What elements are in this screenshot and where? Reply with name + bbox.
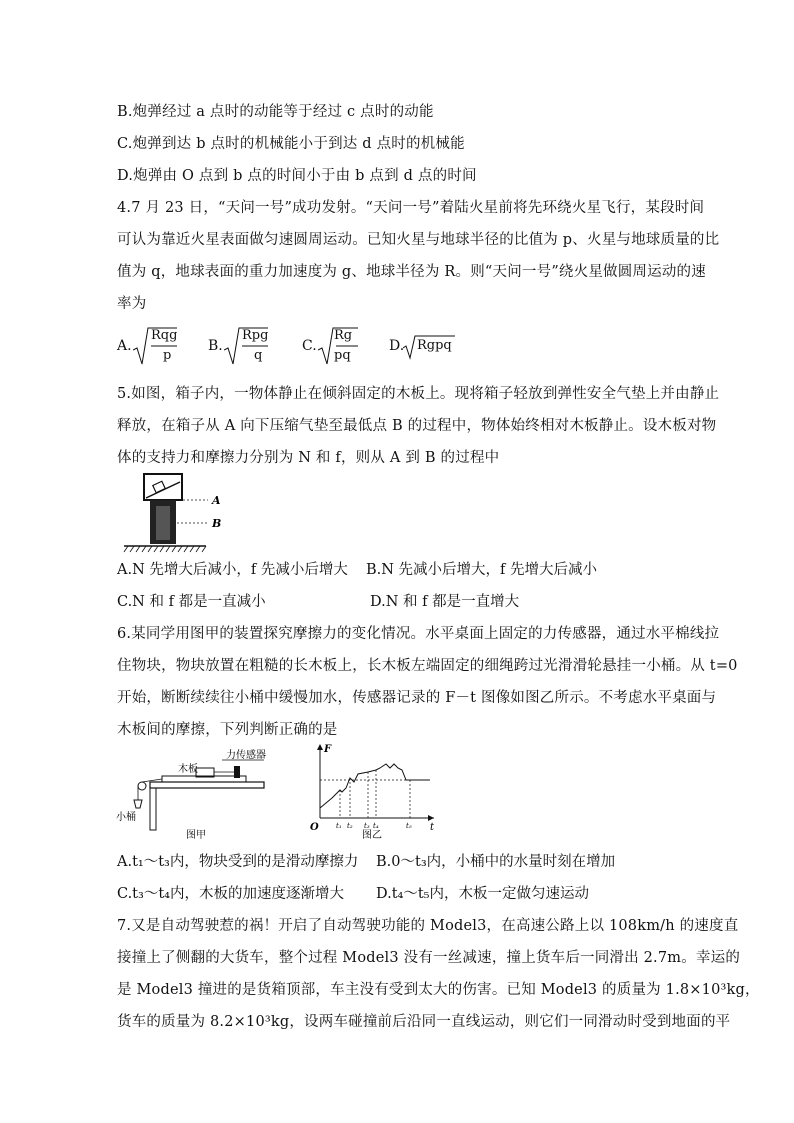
q5-option-c: C.N 和 f 都是一直减小 [117, 594, 266, 610]
q5-line-3: 体的支持力和摩擦力分别为 N 和 f，则从 A 到 B 的过程中 [117, 450, 500, 466]
q3-option-b: B.炮弹经过 a 点时的动能等于经过 c 点时的动能 [117, 104, 434, 120]
q6-line-3: 开始，断断续续往小桶中缓慢加水，传感器记录的 F－t 图像如图乙所示。不考虑水平桌面与 [117, 690, 717, 706]
q7-line-2: 接撞上了侧翻的大货车，整个过程 Model3 没有一丝减速，撞上货车后一同滑出 2.7m。幸运的 [117, 950, 741, 966]
q4-line-1: 4.7 月 23 日，“天问一号”成功发射。“天问一号”着陆火星前将先环绕火星飞行，某段时间 [117, 200, 705, 216]
q4-option-c-label: C. [302, 338, 317, 354]
q6-origin: O [310, 822, 319, 833]
q5-line-1: 5.如图，箱子内，一物体静止在倾斜固定的木板上。现将箱子轻放到弹性安全气垫上并由静止 [117, 386, 720, 402]
q6-axis-t: t [430, 822, 435, 833]
q6-jia-caption: 图甲 [186, 830, 206, 841]
q6-figure-yi [306, 742, 440, 842]
q6-option-a: A.t₁～t₃内，物块受到的是滑动摩擦力 [117, 854, 359, 870]
q6-option-d: D.t₄～t₅内，木板一定做匀速运动 [376, 886, 589, 902]
q5-option-a: A.N 先增大后减小，f 先减小后增大 [117, 562, 348, 578]
q4-option-b-label: B. [208, 338, 223, 354]
q6-tick-t1: t₁ [336, 822, 342, 830]
q4-option-a [117, 326, 197, 366]
q6-tick-t3: t₃ [364, 822, 370, 830]
q5-label-b: B [212, 517, 222, 530]
q4-option-d [389, 326, 469, 366]
q7-line-4: 货车的质量为 8.2×10³kg，设两车碰撞前后沿同一直线运动，则它们一同滑动时受到地面的平 [117, 1014, 731, 1030]
q4-a-denominator: p [163, 348, 172, 363]
q3-option-d: D.炮弹由 O 点到 b 点的时间小于由 b 点到 d 点的时间 [117, 168, 477, 184]
q6-line-1: 6.某同学用图甲的装置探究摩擦力的变化情况。水平桌面上固定的力传感器，通过水平棉线拉 [117, 626, 720, 642]
q6-tick-t5: t₅ [406, 822, 412, 830]
q7-line-3: 是 Model3 撞进的是货箱顶部，车主没有受到太大的伤害。已知 Model3 的质量为 1.8×10³kg， [117, 982, 760, 998]
q4-option-b [208, 326, 288, 366]
q6-board-label: 木板 [178, 764, 198, 775]
q4-c-denominator: pq [334, 348, 351, 363]
q7-line-1: 7.又是自动驾驶惹的祸！开启了自动驾驶功能的 Model3，在高速公路上以 108km/h 的速度直 [117, 918, 739, 934]
q4-c-numerator: Rg [334, 328, 353, 343]
q6-axis-f: F [324, 744, 332, 755]
q4-option-a-label: A. [117, 338, 132, 354]
q4-option-d-label: D. [389, 338, 405, 354]
q6-figure-jia [114, 748, 270, 842]
q6-yi-caption: 图乙 [362, 830, 382, 841]
q4-line-4: 率为 [117, 296, 147, 312]
q6-tick-t2: t₂ [347, 822, 353, 830]
q4-line-2: 可认为靠近火星表面做匀速圆周运动。已知火星与地球半径的比值为 p、火星与地球质量的比 [117, 232, 720, 248]
q5-box-figure [120, 472, 230, 554]
q4-b-denominator: q [254, 348, 263, 363]
q6-line-4: 木板间的摩擦，下列判断正确的是 [117, 722, 338, 738]
q6-line-2: 住物块，物块放置在粗糙的长木板上，长木板左端固定的细绳跨过光滑滑轮悬挂一小桶。从 t=0 [117, 658, 738, 674]
q4-option-c [302, 326, 382, 366]
q4-d-radicand: Rgpq [417, 338, 452, 353]
q6-option-c: C.t₃～t₄内，木板的加速度逐渐增大 [117, 886, 344, 902]
q6-bucket-label: 小桶 [116, 812, 136, 823]
q4-a-numerator: Rqg [151, 328, 178, 343]
q6-option-b: B.0～t₃内，小桶中的水量时刻在增加 [376, 854, 616, 870]
q3-option-c: C.炮弹到达 b 点时的机械能小于到达 d 点时的机械能 [117, 136, 465, 152]
q5-option-d: D.N 和 f 都是一直增大 [370, 594, 520, 610]
q4-line-3: 值为 q，地球表面的重力加速度为 g、地球半径为 R。则“天问一号”绕火星做圆周运动的速 [117, 264, 706, 280]
q5-option-b: B.N 先减小后增大，f 先增大后减小 [366, 562, 598, 578]
q6-tick-t4: t₄ [373, 822, 379, 830]
q6-sensor-label: 力传感器 [226, 750, 266, 761]
q4-b-numerator: Rpg [242, 328, 269, 343]
q5-label-a: A [212, 494, 221, 507]
q5-line-2: 释放，在箱子从 A 向下压缩气垫至最低点 B 的过程中，物体始终相对木板静止。设木板对物 [117, 418, 717, 434]
